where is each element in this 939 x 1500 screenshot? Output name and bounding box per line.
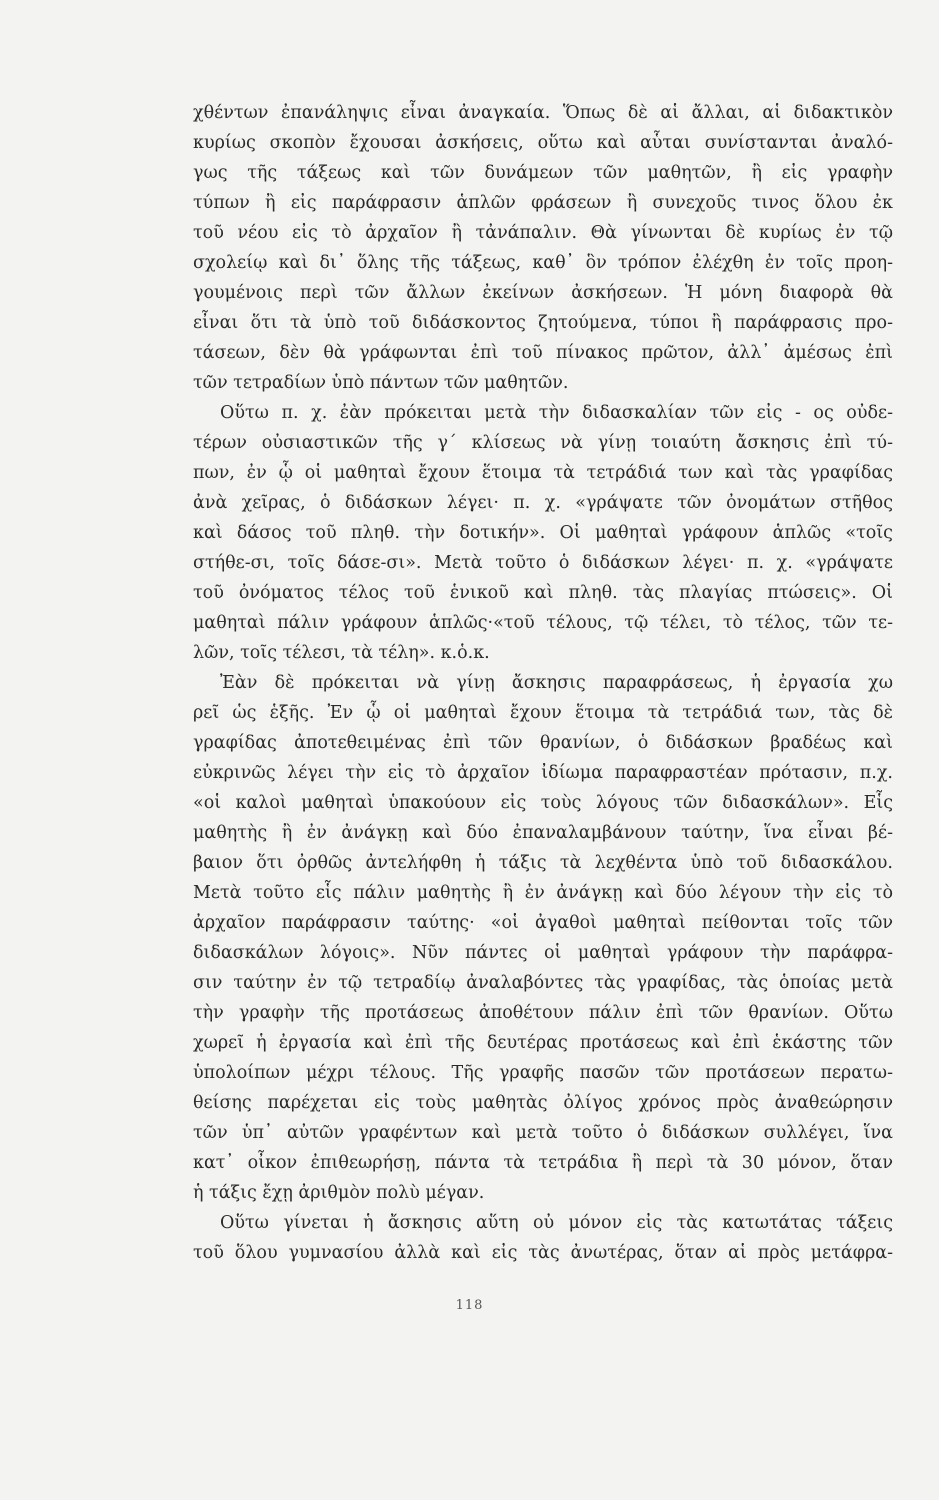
text-line: τὴν γραφὴν τῆς προτάσεως ἀποθέτουν πάλιν ἐπὶ τῶν θρανίων. Οὕτω xyxy=(193,1003,893,1023)
text-line: σιν ταύτην ἐν τῷ τετραδίῳ ἀναλαβόντες τὰς γραφίδας, τὰς ὁποίας μετὰ xyxy=(193,973,893,993)
page-number: 118 xyxy=(455,1298,484,1313)
text-line: λῶν, τοῖς τέλεσι, τὰ τέλη». κ.ὁ.κ. xyxy=(193,643,490,663)
text-line: τάσεων, δὲν θὰ γράφωνται ἐπὶ τοῦ πίνακος πρῶτον, ἀλλ᾿ ἀμέσως ἐπὶ xyxy=(193,343,893,363)
text-line: ὑπολοίπων μέχρι τέλους. Τῆς γραφῆς πασῶν τῶν προτάσεων περατω- xyxy=(193,1063,893,1083)
text-line: χωρεῖ ἡ ἐργασία καὶ ἐπὶ τῆς δευτέρας προτάσεως καὶ ἐπὶ ἑκάστης τῶν xyxy=(193,1033,893,1053)
text-line: χθέντων ἐπανάληψις εἶναι ἀναγκαία. Ὅπως δὲ αἱ ἄλλαι, αἱ διδακτικὸν xyxy=(193,103,893,123)
text-line: «οἱ καλοὶ μαθηταὶ ὑπακούουν εἰς τοὺς λόγους τῶν διδασκάλων». Εἷς xyxy=(193,793,893,813)
text-line: Οὕτω γίνεται ἡ ἄσκησις αὕτη οὐ μόνον εἰς τὰς κατωτάτας τάξεις xyxy=(220,1213,893,1233)
text-line: στήθε-σι, τοῖς δάσε-σι». Μετὰ τοῦτο ὁ διδάσκων λέγει· π. χ. «γράψατε xyxy=(193,553,893,573)
text-line: εὐκρινῶς λέγει τὴν εἰς τὸ ἀρχαῖον ἰδίωμα παραφραστέαν πρότασιν, π.χ. xyxy=(193,763,893,783)
text-line: εἶναι ὅτι τὰ ὑπὸ τοῦ διδάσκοντος ζητούμενα, τύποι ἢ παράφρασις προ- xyxy=(193,313,893,333)
text-line: καὶ δάσος τοῦ πληθ. τὴν δοτικήν». Οἱ μαθηταὶ γράφουν ἁπλῶς «τοῖς xyxy=(193,523,893,543)
text-line: τῶν τετραδίων ὑπὸ πάντων τῶν μαθητῶν. xyxy=(193,373,569,393)
text-line: τοῦ νέου εἰς τὸ ἀρχαῖον ἢ τἀνάπαλιν. Θὰ γίνωνται δὲ κυρίως ἐν τῷ xyxy=(193,223,893,243)
text-line: τῶν ὑπ᾿ αὐτῶν γραφέντων καὶ μετὰ τοῦτο ὁ διδάσκων συλλέγει, ἵνα xyxy=(193,1123,893,1143)
text-line: τύπων ἢ εἰς παράφρασιν ἁπλῶν φράσεων ἢ συνεχοῦς τινος ὅλου ἐκ xyxy=(193,193,893,213)
text-line: γουμένοις περὶ τῶν ἄλλων ἐκείνων ἀσκήσεων. Ἡ μόνη διαφορὰ θὰ xyxy=(193,283,893,303)
text-line: μαθηταὶ πάλιν γράφουν ἁπλῶς·«τοῦ τέλους, τῷ τέλει, τὸ τέλος, τῶν τε- xyxy=(193,613,893,633)
text-line: ἡ τάξις ἔχῃ ἀριθμὸν πολὺ μέγαν. xyxy=(193,1183,485,1203)
text-line: γραφίδας ἀποτεθειμένας ἐπὶ τῶν θρανίων, ὁ διδάσκων βραδέως καὶ xyxy=(193,733,893,753)
text-line: τοῦ ὀνόματος τέλος τοῦ ἑνικοῦ καὶ πληθ. τὰς πλαγίας πτώσεις». Οἱ xyxy=(193,583,893,603)
text-line: κυρίως σκοπὸν ἔχουσαι ἀσκήσεις, οὕτω καὶ αὗται συνίστανται ἀναλό- xyxy=(193,133,893,153)
text-line: διδασκάλων λόγοις». Νῦν πάντες οἱ μαθηταὶ γράφουν τὴν παράφρα- xyxy=(193,943,893,963)
text-line: Ἐὰν δὲ πρόκειται νὰ γίνῃ ἄσκησις παραφράσεως, ἡ ἐργασία χω xyxy=(220,673,893,693)
text-line: Οὕτω π. χ. ἐὰν πρόκειται μετὰ τὴν διδασκαλίαν τῶν εἰς - ος οὐδε- xyxy=(220,403,893,423)
text-line: τοῦ ὅλου γυμνασίου ἀλλὰ καὶ εἰς τὰς ἀνωτέρας, ὅταν αἱ πρὸς μετάφρα- xyxy=(193,1243,893,1263)
text-line: σχολείῳ καὶ δι᾿ ὅλης τῆς τάξεως, καθ᾿ ὃν τρόπον ἐλέχθη ἐν τοῖς προη- xyxy=(193,253,893,273)
text-line: πων, ἐν ᾧ οἱ μαθηταὶ ἔχουν ἕτοιμα τὰ τετράδιά των καὶ τὰς γραφίδας xyxy=(193,463,893,483)
text-line: ἀρχαῖον παράφρασιν ταύτης· «οἱ ἀγαθοὶ μαθηταὶ πείθονται τοῖς τῶν xyxy=(193,913,893,933)
text-line: Μετὰ τοῦτο εἷς πάλιν μαθητὴς ἢ ἐν ἀνάγκῃ καὶ δύο λέγουν τὴν εἰς τὸ xyxy=(193,883,893,903)
text-line: γως τῆς τάξεως καὶ τῶν δυνάμεων τῶν μαθητῶν, ἢ εἰς γραφὴν xyxy=(193,163,893,183)
text-line: ρεῖ ὡς ἑξῆς. Ἐν ᾧ οἱ μαθηταὶ ἔχουν ἕτοιμα τὰ τετράδιά των, τὰς δὲ xyxy=(193,703,893,723)
text-line: ἀνὰ χεῖρας, ὁ διδάσκων λέγει· π. χ. «γράψατε τῶν ὀνομάτων στῆθος xyxy=(193,493,893,513)
text-line: βαιον ὅτι ὀρθῶς ἀντελήφθη ἡ τάξις τὰ λεχθέντα ὑπὸ τοῦ διδασκάλου. xyxy=(193,853,893,873)
text-line: μαθητὴς ἢ ἐν ἀνάγκῃ καὶ δύο ἐπαναλαμβάνουν ταύτην, ἵνα εἶναι βέ- xyxy=(193,823,893,843)
text-line: κατ᾿ οἶκον ἐπιθεωρήσῃ, πάντα τὰ τετράδια ἢ περὶ τὰ 30 μόνον, ὅταν xyxy=(193,1153,893,1173)
text-line: θείσης παρέχεται εἰς τοὺς μαθητὰς ὀλίγος χρόνος πρὸς ἀναθεώρησιν xyxy=(193,1093,893,1113)
text-line: τέρων οὐσιαστικῶν τῆς γ´ κλίσεως νὰ γίνῃ τοιαύτη ἄσκησις ἐπὶ τύ- xyxy=(193,433,893,453)
